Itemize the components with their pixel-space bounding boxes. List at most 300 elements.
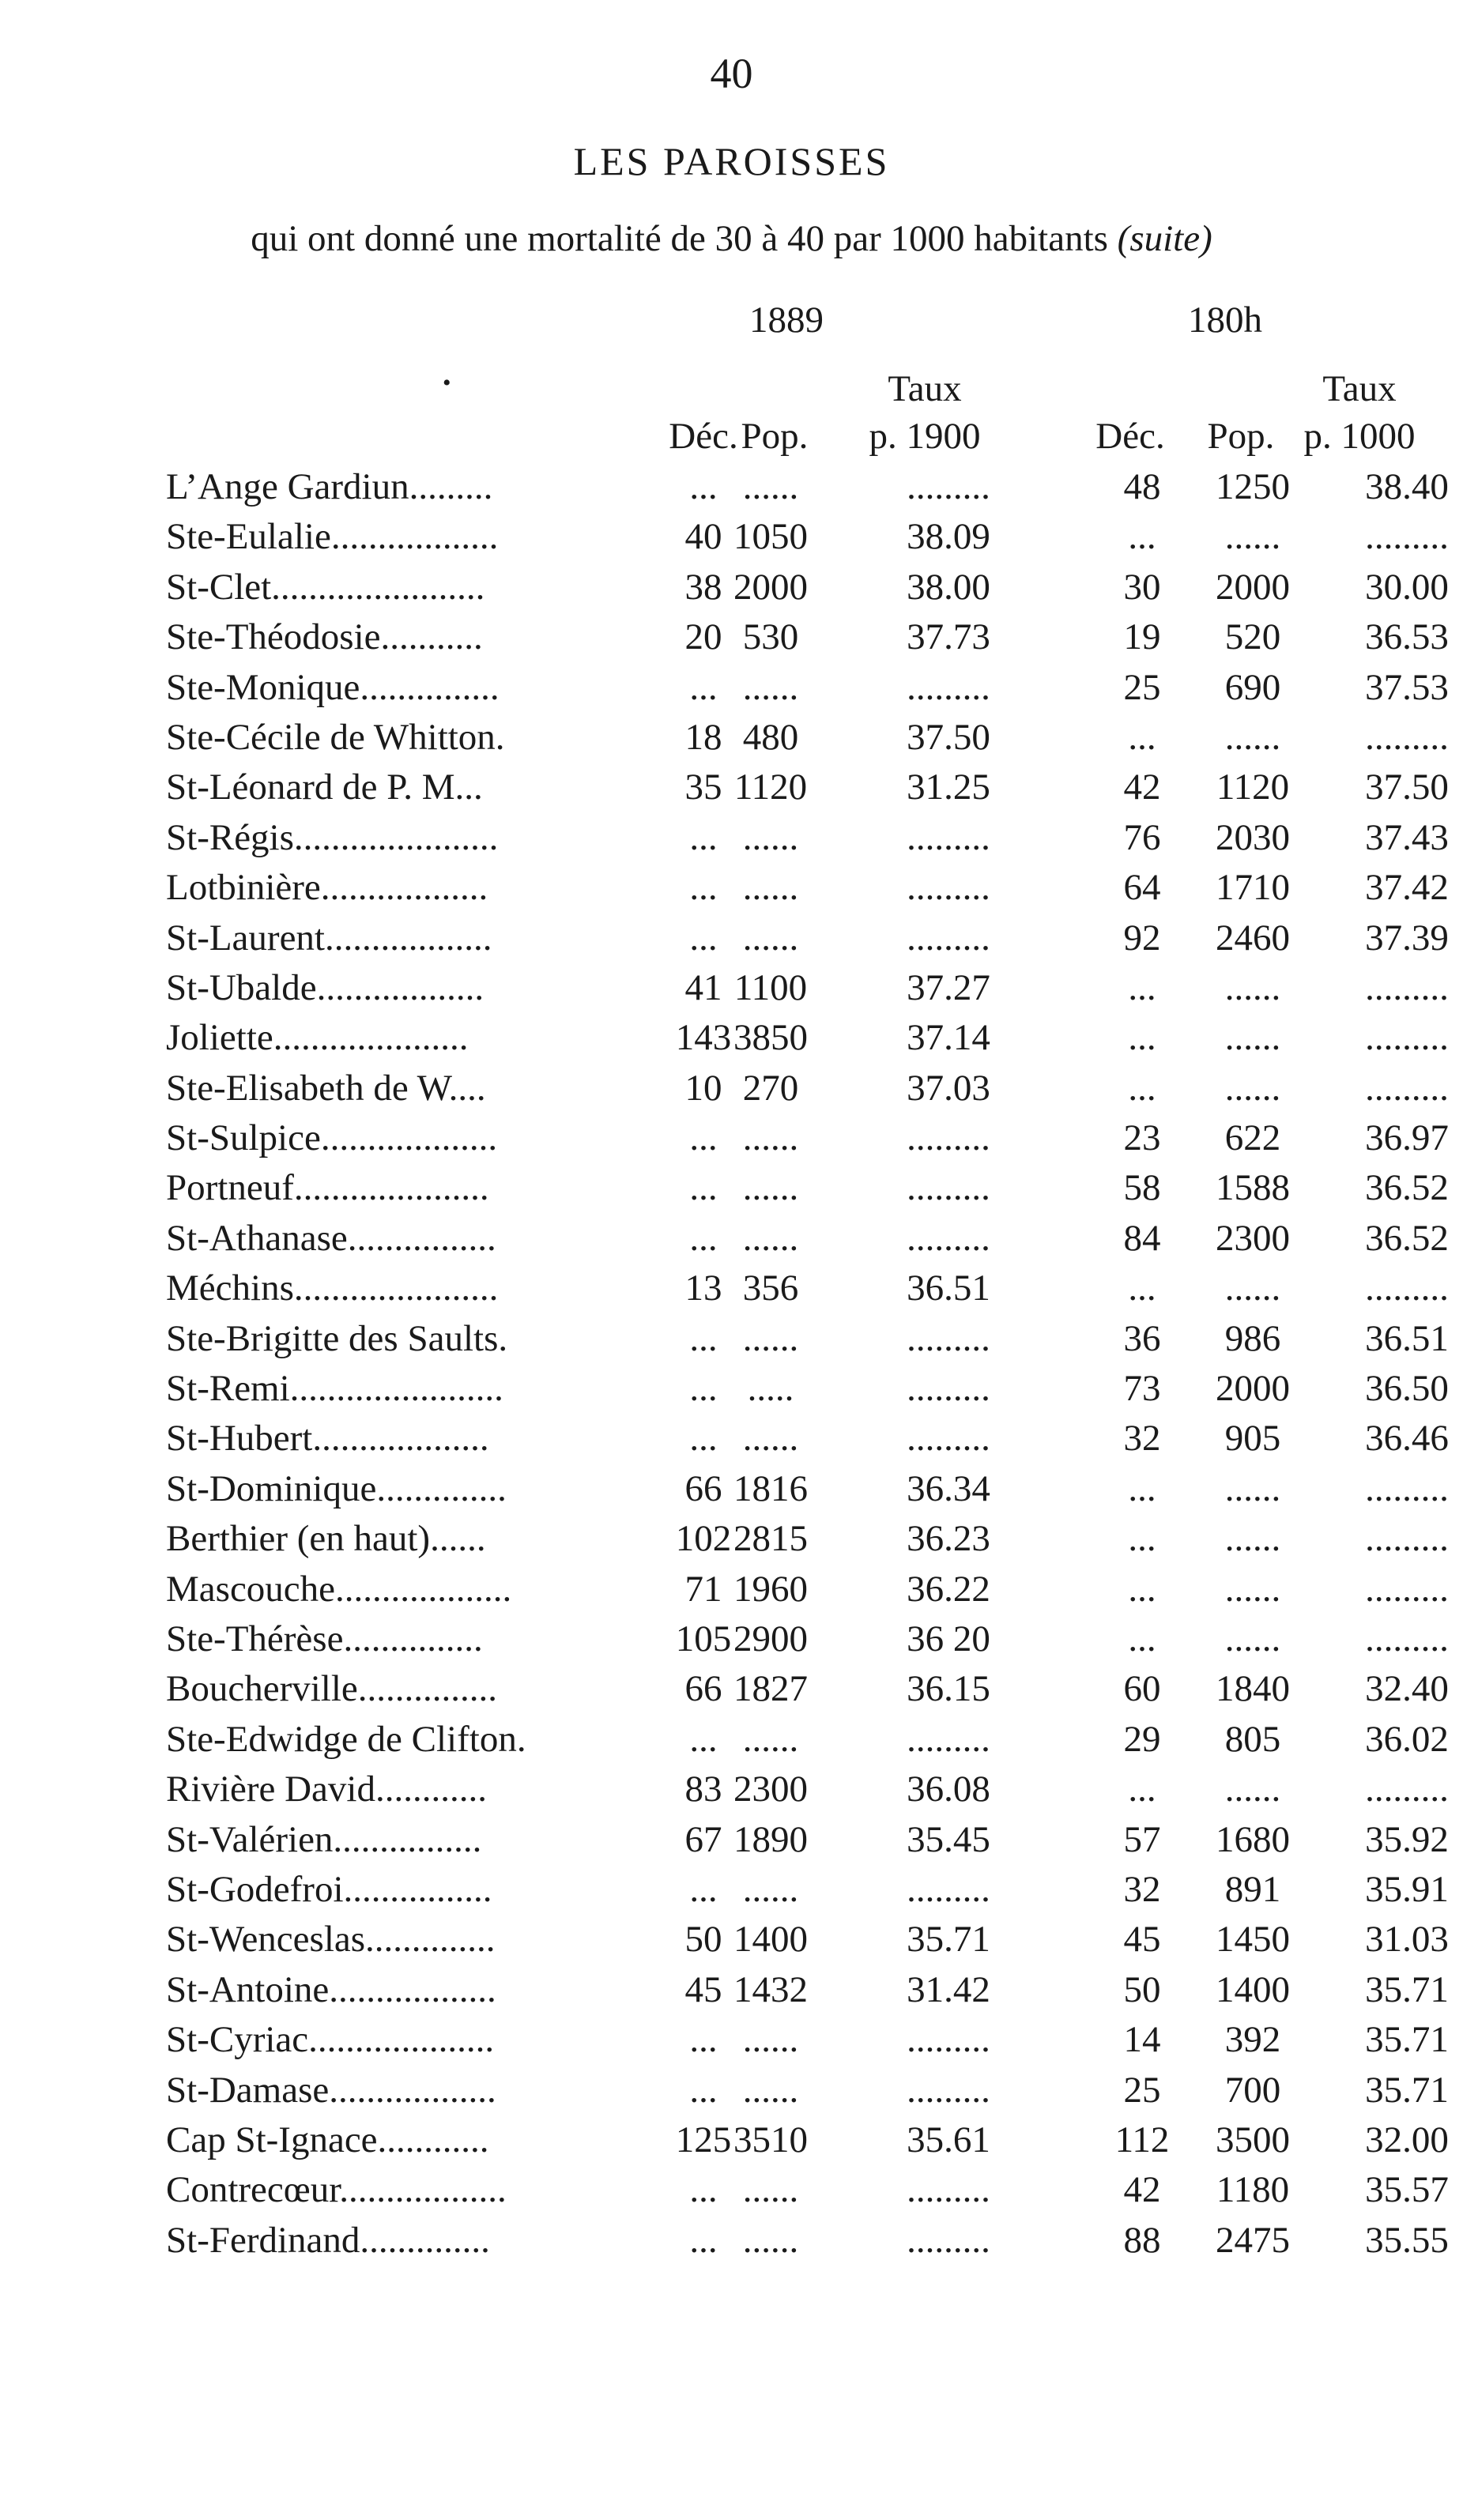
population-1890-cell: 1840 [1216, 1668, 1290, 1710]
table-row [166, 2115, 1449, 2165]
taux-1889-cell: 31.42 [907, 1968, 990, 2010]
deces-1889-cell: ... [689, 1217, 718, 1259]
deces-1890-cell: 76 [1123, 816, 1161, 858]
table-row [166, 1915, 1449, 1964]
deces-1890-cell: 36 [1123, 1317, 1161, 1359]
subtitle-suffix: (suite) [1117, 218, 1212, 259]
header-dec-1: Déc. [669, 416, 738, 457]
population-1890-cell: ...... [1224, 1769, 1281, 1810]
parish-name-cell: St-Remi....................... [166, 1368, 503, 1410]
population-1890-cell: 805 [1224, 1718, 1281, 1760]
population-1890-cell: 2300 [1216, 1217, 1290, 1259]
parish-name-cell: Ste-Elisabeth de W.... [166, 1067, 486, 1109]
deces-1889-cell: 13 [684, 1268, 722, 1309]
deces-1889-cell: ... [689, 466, 718, 507]
deces-1890-cell: 14 [1123, 2019, 1161, 2061]
taux-1890-cell: ......... [1365, 1769, 1449, 1810]
taux-1889-cell: 37.73 [907, 616, 990, 658]
taux-1890-cell: ......... [1365, 1618, 1449, 1659]
table-row [166, 1715, 1449, 1765]
deces-1890-cell: 73 [1123, 1368, 1161, 1410]
table-row [166, 663, 1449, 713]
deces-1889-cell: ... [689, 666, 718, 708]
population-1889-cell: ...... [742, 1868, 799, 1910]
table-row [166, 1013, 1449, 1063]
deces-1890-cell: 25 [1123, 666, 1161, 708]
taux-1890-cell: ......... [1365, 1268, 1449, 1309]
deces-1889-cell: 20 [684, 616, 722, 658]
taux-1890-cell: 36.52 [1365, 1217, 1449, 1259]
population-1889-cell: ...... [742, 1418, 799, 1460]
deces-1890-cell: 50 [1123, 1968, 1161, 2010]
population-1890-cell: 2460 [1216, 917, 1290, 959]
population-1889-cell: 3510 [733, 2119, 808, 2160]
parish-name-cell: Rivière David............ [166, 1769, 487, 1810]
taux-1890-cell: 35.71 [1365, 1968, 1449, 2010]
deces-1890-cell: 57 [1123, 1818, 1161, 1860]
taux-1890-cell: 38.40 [1365, 466, 1449, 507]
population-1890-cell: 2000 [1216, 566, 1290, 608]
subtitle-main: qui ont donné une mortalité de 30 à 40 par 1000 habitants [251, 218, 1108, 259]
parish-name-cell: St-Godefroi................ [166, 1868, 492, 1910]
taux-1890-cell: ......... [1365, 1467, 1449, 1509]
population-1889-cell: ...... [742, 2069, 799, 2111]
population-1889-cell: 356 [742, 1268, 799, 1309]
deces-1889-cell: 105 [675, 1618, 732, 1659]
table-row [166, 2216, 1449, 2266]
population-1889-cell: 1100 [733, 966, 808, 1008]
taux-1889-cell: ......... [907, 917, 990, 959]
taux-1890-cell: 37.39 [1365, 917, 1449, 959]
header-taux-1-line1: Taux [888, 368, 962, 409]
population-1890-cell: 1400 [1216, 1968, 1290, 2010]
population-1889-cell: ...... [742, 2169, 799, 2211]
taux-1890-cell: 37.53 [1365, 666, 1449, 708]
deces-1889-cell: ... [689, 2069, 718, 2111]
taux-1889-cell: 38.00 [907, 566, 990, 608]
parish-name-cell: Cap St-Ignace............ [166, 2119, 489, 2160]
population-1890-cell: 1710 [1216, 867, 1290, 909]
parish-name-cell: St-Laurent.................. [166, 917, 492, 959]
deces-1890-cell: 32 [1123, 1418, 1161, 1460]
taux-1890-cell: 32.40 [1365, 1668, 1449, 1710]
deces-1890-cell: 42 [1123, 767, 1161, 808]
deces-1889-cell: 40 [684, 516, 722, 558]
table-row [166, 512, 1449, 562]
deces-1889-cell: 83 [684, 1769, 722, 1810]
deces-1890-cell: 42 [1123, 2169, 1161, 2211]
deces-1889-cell: 67 [684, 1818, 722, 1860]
population-1890-cell: 1250 [1216, 466, 1290, 507]
taux-1890-cell: 31.03 [1365, 1919, 1449, 1961]
population-1889-cell: ...... [742, 816, 799, 858]
population-1889-cell: ..... [747, 1368, 794, 1410]
population-1889-cell: ...... [742, 1718, 799, 1760]
taux-1889-cell: 36.08 [907, 1769, 990, 1810]
deces-1889-cell: 143 [675, 1017, 732, 1059]
population-1889-cell: 1816 [733, 1467, 808, 1509]
parish-name-cell: Méchins...................... [166, 1268, 499, 1309]
table-row [166, 1565, 1449, 1614]
parish-name-cell: St-Athanase................ [166, 1217, 496, 1259]
taux-1889-cell: 36 20 [907, 1618, 990, 1659]
deces-1890-cell: ... [1128, 1268, 1156, 1309]
parish-name-cell: St-Régis...................... [166, 816, 499, 858]
deces-1889-cell: ... [689, 1718, 718, 1760]
page-number: 40 [710, 50, 753, 97]
deces-1890-cell: ... [1128, 1769, 1156, 1810]
taux-1889-cell: ......... [907, 1718, 990, 1760]
parish-name-cell: St-Antoine.................. [166, 1968, 496, 2010]
parish-name-cell: Mascouche................... [166, 1568, 512, 1610]
deces-1889-cell: 35 [684, 767, 722, 808]
deces-1890-cell: ... [1128, 716, 1156, 758]
bullet-mark: • [443, 370, 451, 396]
population-1890-cell: 1120 [1216, 767, 1290, 808]
taux-1890-cell: 36.53 [1365, 616, 1449, 658]
table-row [166, 1815, 1449, 1865]
taux-1890-cell: 36.50 [1365, 1368, 1449, 1410]
deces-1890-cell: 92 [1123, 917, 1161, 959]
parish-name-cell: Ste-Cécile de Whitton. [166, 716, 505, 758]
population-1890-cell: 986 [1224, 1317, 1281, 1359]
population-1890-cell: ...... [1224, 1067, 1281, 1109]
deces-1889-cell: ... [689, 917, 718, 959]
population-1890-cell: 2000 [1216, 1368, 1290, 1410]
table-row [166, 863, 1449, 913]
population-1890-cell: ...... [1224, 1467, 1281, 1509]
deces-1889-cell: ... [689, 1868, 718, 1910]
taux-1890-cell: 37.50 [1365, 767, 1449, 808]
taux-1890-cell: 35.55 [1365, 2219, 1449, 2261]
deces-1889-cell: ... [689, 1117, 718, 1159]
deces-1890-cell: 32 [1123, 1868, 1161, 1910]
population-1889-cell: ...... [742, 1167, 799, 1209]
population-1889-cell: ...... [742, 917, 799, 959]
deces-1890-cell: 45 [1123, 1919, 1161, 1961]
parish-name-cell: Ste-Thérèse............... [166, 1618, 483, 1659]
parish-name-cell: St-Valérien................ [166, 1818, 482, 1860]
taux-1889-cell: ......... [907, 1368, 990, 1410]
population-1890-cell: ...... [1224, 516, 1281, 558]
population-1889-cell: 270 [742, 1067, 799, 1109]
population-1890-cell: 690 [1224, 666, 1281, 708]
deces-1890-cell: 60 [1123, 1668, 1161, 1710]
deces-1890-cell: ... [1128, 1467, 1156, 1509]
deces-1889-cell: ... [689, 1418, 718, 1460]
year-heading-1: 1889 [749, 299, 824, 341]
parish-name-cell: St-Dominique.............. [166, 1467, 507, 1509]
population-1889-cell: ...... [742, 1317, 799, 1359]
header-pop-1: Pop. [741, 416, 809, 457]
population-1890-cell: 3500 [1216, 2119, 1290, 2160]
taux-1889-cell: 38.09 [907, 516, 990, 558]
taux-1890-cell: 35.91 [1365, 1868, 1449, 1910]
population-1889-cell: 2300 [733, 1769, 808, 1810]
population-1890-cell: ...... [1224, 1568, 1281, 1610]
parish-name-cell: Ste-Théodosie........... [166, 616, 483, 658]
deces-1890-cell: ... [1128, 1067, 1156, 1109]
deces-1889-cell: 10 [684, 1067, 722, 1109]
mortality-table [166, 462, 1449, 2266]
population-1889-cell: 1827 [733, 1668, 808, 1710]
population-1889-cell: 1120 [733, 767, 808, 808]
table-row [166, 2165, 1449, 2215]
deces-1890-cell: 19 [1123, 616, 1161, 658]
parish-name-cell: Ste-Edwidge de Clifton. [166, 1718, 526, 1760]
table-row [166, 813, 1449, 863]
taux-1889-cell: 36.51 [907, 1268, 990, 1309]
table-row [166, 462, 1449, 512]
parish-name-cell: St-Clet....................... [166, 566, 485, 608]
taux-1890-cell: ......... [1365, 1518, 1449, 1560]
deces-1890-cell: 84 [1123, 1217, 1161, 1259]
taux-1889-cell: 36.34 [907, 1467, 990, 1509]
table-row [166, 1264, 1449, 1313]
population-1890-cell: 1680 [1216, 1818, 1290, 1860]
taux-1889-cell: ......... [907, 2069, 990, 2111]
taux-1890-cell: 30.00 [1365, 566, 1449, 608]
parish-name-cell: Ste-Monique............... [166, 666, 500, 708]
taux-1889-cell: ......... [907, 1317, 990, 1359]
deces-1890-cell: 64 [1123, 867, 1161, 909]
deces-1889-cell: 66 [684, 1668, 722, 1710]
deces-1889-cell: ... [689, 816, 718, 858]
population-1889-cell: ...... [742, 466, 799, 507]
deces-1889-cell: 18 [684, 716, 722, 758]
table-row [166, 2015, 1449, 2065]
taux-1889-cell: 37.50 [907, 716, 990, 758]
population-1890-cell: 905 [1224, 1418, 1281, 1460]
taux-1889-cell: 37.03 [907, 1067, 990, 1109]
parish-name-cell: Boucherville............... [166, 1668, 498, 1710]
population-1890-cell: 2030 [1216, 816, 1290, 858]
deces-1889-cell: 41 [684, 966, 722, 1008]
deces-1889-cell: ... [689, 2219, 718, 2261]
table-row [166, 1514, 1449, 1564]
taux-1890-cell: 36.02 [1365, 1718, 1449, 1760]
table-row [166, 1865, 1449, 1915]
population-1889-cell: ...... [742, 666, 799, 708]
parish-name-cell: Ste-Brigitte des Saults. [166, 1317, 508, 1359]
population-1890-cell: 1180 [1216, 2169, 1290, 2211]
population-1890-cell: ...... [1224, 966, 1281, 1008]
taux-1889-cell: 35.61 [907, 2119, 990, 2160]
deces-1889-cell: 38 [684, 566, 722, 608]
table-row [166, 1614, 1449, 1664]
taux-1890-cell: ......... [1365, 1568, 1449, 1610]
table-row [166, 913, 1449, 963]
parish-name-cell: St-Léonard de P. M... [166, 767, 483, 808]
taux-1889-cell: 35.71 [907, 1919, 990, 1961]
deces-1889-cell: 45 [684, 1968, 722, 2010]
taux-1889-cell: ......... [907, 1418, 990, 1460]
taux-1889-cell: 37.14 [907, 1017, 990, 1059]
header-dec-2: Déc. [1095, 416, 1165, 457]
deces-1890-cell: 30 [1123, 566, 1161, 608]
taux-1889-cell: 35.45 [907, 1818, 990, 1860]
deces-1889-cell: ... [689, 1368, 718, 1410]
header-taux-2-line1: Taux [1322, 368, 1397, 409]
deces-1889-cell: 50 [684, 1919, 722, 1961]
table-row [166, 1314, 1449, 1364]
table-row [166, 763, 1449, 812]
population-1889-cell: 1432 [733, 1968, 808, 2010]
header-taux-1-line2: p. 1900 [869, 416, 981, 457]
table-row [166, 1163, 1449, 1213]
population-1889-cell: 2000 [733, 566, 808, 608]
taux-1890-cell: 36.46 [1365, 1418, 1449, 1460]
parish-name-cell: St-Cyriac.................... [166, 2019, 495, 2061]
deces-1890-cell: ... [1128, 1618, 1156, 1659]
taux-1890-cell: 37.42 [1365, 867, 1449, 909]
parish-name-cell: L’Ange Gardiun......... [166, 466, 493, 507]
taux-1889-cell: ......... [907, 1117, 990, 1159]
taux-1889-cell: 31.25 [907, 767, 990, 808]
header-taux-2-line2: p. 1000 [1303, 416, 1416, 457]
population-1889-cell: ...... [742, 867, 799, 909]
deces-1890-cell: ... [1128, 1518, 1156, 1560]
taux-1889-cell: ......... [907, 2219, 990, 2261]
taux-1890-cell: ......... [1365, 716, 1449, 758]
taux-1889-cell: 37.27 [907, 966, 990, 1008]
page-subtitle [0, 217, 1463, 260]
taux-1889-cell: ......... [907, 1868, 990, 1910]
taux-1889-cell: 36.23 [907, 1518, 990, 1560]
table-row [166, 1064, 1449, 1113]
table-row [166, 1364, 1449, 1414]
taux-1889-cell: ......... [907, 1167, 990, 1209]
parish-name-cell: Lotbinière.................. [166, 867, 488, 909]
table-row [166, 713, 1449, 763]
table-row [166, 563, 1449, 612]
deces-1890-cell: 112 [1114, 2119, 1170, 2160]
taux-1889-cell: 36.15 [907, 1668, 990, 1710]
table-row [166, 1113, 1449, 1163]
population-1889-cell: 1050 [733, 516, 808, 558]
population-1890-cell: 1588 [1216, 1167, 1290, 1209]
population-1889-cell: ...... [742, 2219, 799, 2261]
population-1890-cell: 1450 [1216, 1919, 1290, 1961]
deces-1890-cell: 29 [1123, 1718, 1161, 1760]
parish-name-cell: Berthier (en haut)...... [166, 1518, 486, 1560]
population-1889-cell: ...... [742, 1117, 799, 1159]
page-title: LES PAROISSES [573, 139, 890, 183]
population-1889-cell: 530 [742, 616, 799, 658]
deces-1889-cell: 125 [675, 2119, 732, 2160]
deces-1890-cell: ... [1128, 966, 1156, 1008]
deces-1889-cell: ... [689, 2169, 718, 2211]
table-row [166, 1464, 1449, 1514]
population-1889-cell: ...... [742, 1217, 799, 1259]
taux-1890-cell: 35.71 [1365, 2019, 1449, 2061]
parish-name-cell: St-Ubalde.................. [166, 966, 485, 1008]
taux-1890-cell: 37.43 [1365, 816, 1449, 858]
table-row [166, 2066, 1449, 2115]
deces-1890-cell: 48 [1123, 466, 1161, 507]
deces-1889-cell: 71 [684, 1568, 722, 1610]
taux-1889-cell: ......... [907, 466, 990, 507]
parish-name-cell: St-Sulpice................... [166, 1117, 498, 1159]
deces-1889-cell: ... [689, 2019, 718, 2061]
taux-1889-cell: ......... [907, 816, 990, 858]
deces-1889-cell: ... [689, 867, 718, 909]
population-1890-cell: ...... [1224, 1618, 1281, 1659]
deces-1890-cell: 88 [1123, 2219, 1161, 2261]
parish-name-cell: Contrecœur.................. [166, 2169, 507, 2211]
population-1890-cell: ...... [1224, 1518, 1281, 1560]
deces-1890-cell: ... [1128, 516, 1156, 558]
population-1890-cell: 520 [1224, 616, 1281, 658]
parish-name-cell: St-Hubert................... [166, 1418, 489, 1460]
taux-1889-cell: 36.22 [907, 1568, 990, 1610]
deces-1889-cell: 102 [675, 1518, 732, 1560]
header-pop-2: Pop. [1207, 416, 1275, 457]
taux-1890-cell: ......... [1365, 516, 1449, 558]
parish-name-cell: St-Wenceslas.............. [166, 1919, 496, 1961]
population-1890-cell: 891 [1224, 1868, 1281, 1910]
table-row [166, 963, 1449, 1013]
table-row [166, 612, 1449, 662]
parish-name-cell: St-Damase.................. [166, 2069, 496, 2111]
taux-1889-cell: ......... [907, 867, 990, 909]
taux-1890-cell: 35.71 [1365, 2069, 1449, 2111]
parish-name-cell: Ste-Eulalie.................. [166, 516, 499, 558]
deces-1890-cell: ... [1128, 1568, 1156, 1610]
population-1890-cell: ...... [1224, 1017, 1281, 1059]
taux-1889-cell: ......... [907, 2169, 990, 2211]
taux-1890-cell: 32.00 [1365, 2119, 1449, 2160]
population-1889-cell: 3850 [733, 1017, 808, 1059]
deces-1889-cell: 66 [684, 1467, 722, 1509]
population-1889-cell: 2815 [733, 1518, 808, 1560]
table-row [166, 1765, 1449, 1814]
population-1890-cell: ...... [1224, 716, 1281, 758]
taux-1889-cell: ......... [907, 1217, 990, 1259]
table-row [166, 1965, 1449, 2015]
taux-1889-cell: ......... [907, 666, 990, 708]
population-1889-cell: ...... [742, 2019, 799, 2061]
year-heading-2: 180h [1188, 299, 1262, 341]
table-row [166, 1414, 1449, 1463]
population-1890-cell: 622 [1224, 1117, 1281, 1159]
deces-1889-cell: ... [689, 1317, 718, 1359]
population-1890-cell: 392 [1224, 2019, 1281, 2061]
taux-1890-cell: 35.92 [1365, 1818, 1449, 1860]
table-row [166, 1664, 1449, 1714]
table-row [166, 1214, 1449, 1264]
taux-1889-cell: ......... [907, 2019, 990, 2061]
taux-1890-cell: 36.97 [1365, 1117, 1449, 1159]
population-1889-cell: 1400 [733, 1919, 808, 1961]
population-1889-cell: 1890 [733, 1818, 808, 1860]
parish-name-cell: Portneuf..................... [166, 1167, 489, 1209]
population-1890-cell: 2475 [1216, 2219, 1290, 2261]
deces-1890-cell: 58 [1123, 1167, 1161, 1209]
parish-name-cell: St-Ferdinand.............. [166, 2219, 490, 2261]
taux-1890-cell: 36.52 [1365, 1167, 1449, 1209]
population-1889-cell: 480 [742, 716, 799, 758]
deces-1890-cell: 23 [1123, 1117, 1161, 1159]
deces-1890-cell: 25 [1123, 2069, 1161, 2111]
deces-1890-cell: ... [1128, 1017, 1156, 1059]
population-1890-cell: 700 [1224, 2069, 1281, 2111]
taux-1890-cell: 36.51 [1365, 1317, 1449, 1359]
population-1889-cell: 1960 [733, 1568, 808, 1610]
population-1889-cell: 2900 [733, 1618, 808, 1659]
parish-name-cell: Joliette..................... [166, 1017, 469, 1059]
taux-1890-cell: ......... [1365, 966, 1449, 1008]
